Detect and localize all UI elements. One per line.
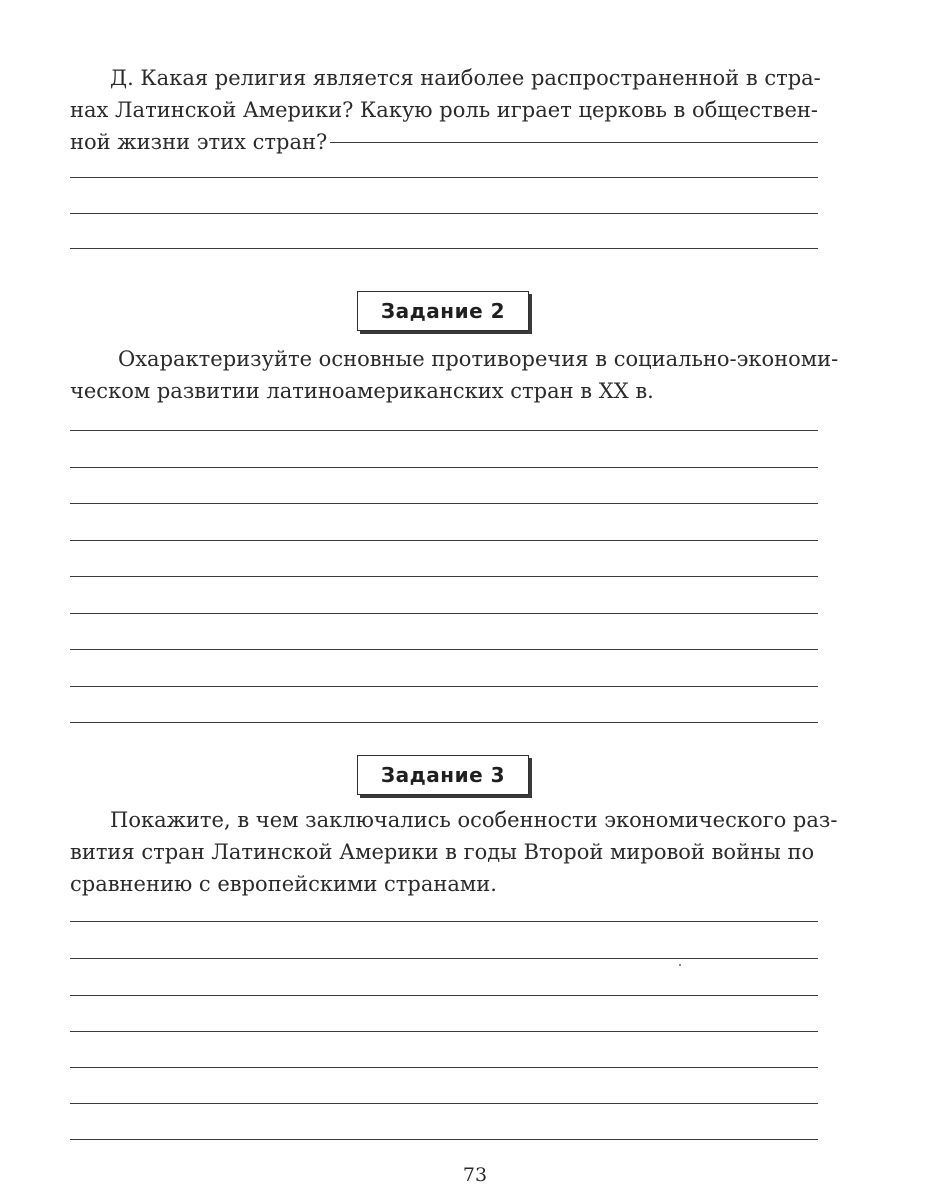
question-d-text bbox=[70, 62, 820, 158]
task-3-line-3: сравнению с европейскими странами. bbox=[70, 872, 497, 896]
task-2-line-2: ческом развитии латиноамериканских стран в XX в. bbox=[70, 379, 654, 403]
answer-line-d-inline[interactable] bbox=[330, 142, 818, 143]
answer-line-2-3[interactable] bbox=[70, 503, 818, 504]
task-3-line-2: вития стран Латинской Америки в годы Второй мировой войны по bbox=[70, 840, 815, 864]
answer-line-2-2[interactable] bbox=[70, 467, 818, 468]
scan-speck bbox=[679, 964, 681, 966]
page-number: 73 bbox=[462, 1164, 488, 1186]
answer-line-2-5[interactable] bbox=[70, 576, 818, 577]
answer-line-2-9[interactable] bbox=[70, 722, 818, 723]
task-2-text bbox=[70, 343, 839, 407]
answer-line-2-1[interactable] bbox=[70, 430, 818, 431]
task-3-text bbox=[70, 804, 838, 900]
answer-line-d-3[interactable] bbox=[70, 248, 818, 249]
answer-line-d-1[interactable] bbox=[70, 177, 818, 178]
task-2-heading: Задание 2 bbox=[357, 291, 529, 331]
answer-line-2-8[interactable] bbox=[70, 686, 818, 687]
task-3-heading: Задание 3 bbox=[357, 755, 529, 795]
task-3-line-1: Покажите, в чем заключались особенности экономического раз- bbox=[110, 808, 838, 832]
question-d-line-2: нах Латинской Америки? Какую роль играет церковь в обществен- bbox=[70, 98, 819, 122]
answer-line-3-3[interactable] bbox=[70, 995, 818, 996]
answer-line-d-2[interactable] bbox=[70, 213, 818, 214]
question-d-line-3: ной жизни этих стран? bbox=[70, 130, 328, 154]
answer-line-3-5[interactable] bbox=[70, 1067, 818, 1068]
answer-line-2-6[interactable] bbox=[70, 613, 818, 614]
answer-line-2-4[interactable] bbox=[70, 540, 818, 541]
question-d-line-1: Д. Какая религия является наиболее распространенной в стра- bbox=[110, 66, 821, 90]
task-2-line-1: Охарактеризуйте основные противоречия в социально-экономи- bbox=[118, 347, 839, 371]
answer-line-3-1[interactable] bbox=[70, 921, 818, 922]
answer-line-3-2[interactable] bbox=[70, 958, 818, 959]
answer-line-3-4[interactable] bbox=[70, 1031, 818, 1032]
answer-line-3-6[interactable] bbox=[70, 1103, 818, 1104]
answer-line-3-7[interactable] bbox=[70, 1139, 818, 1140]
answer-line-2-7[interactable] bbox=[70, 649, 818, 650]
